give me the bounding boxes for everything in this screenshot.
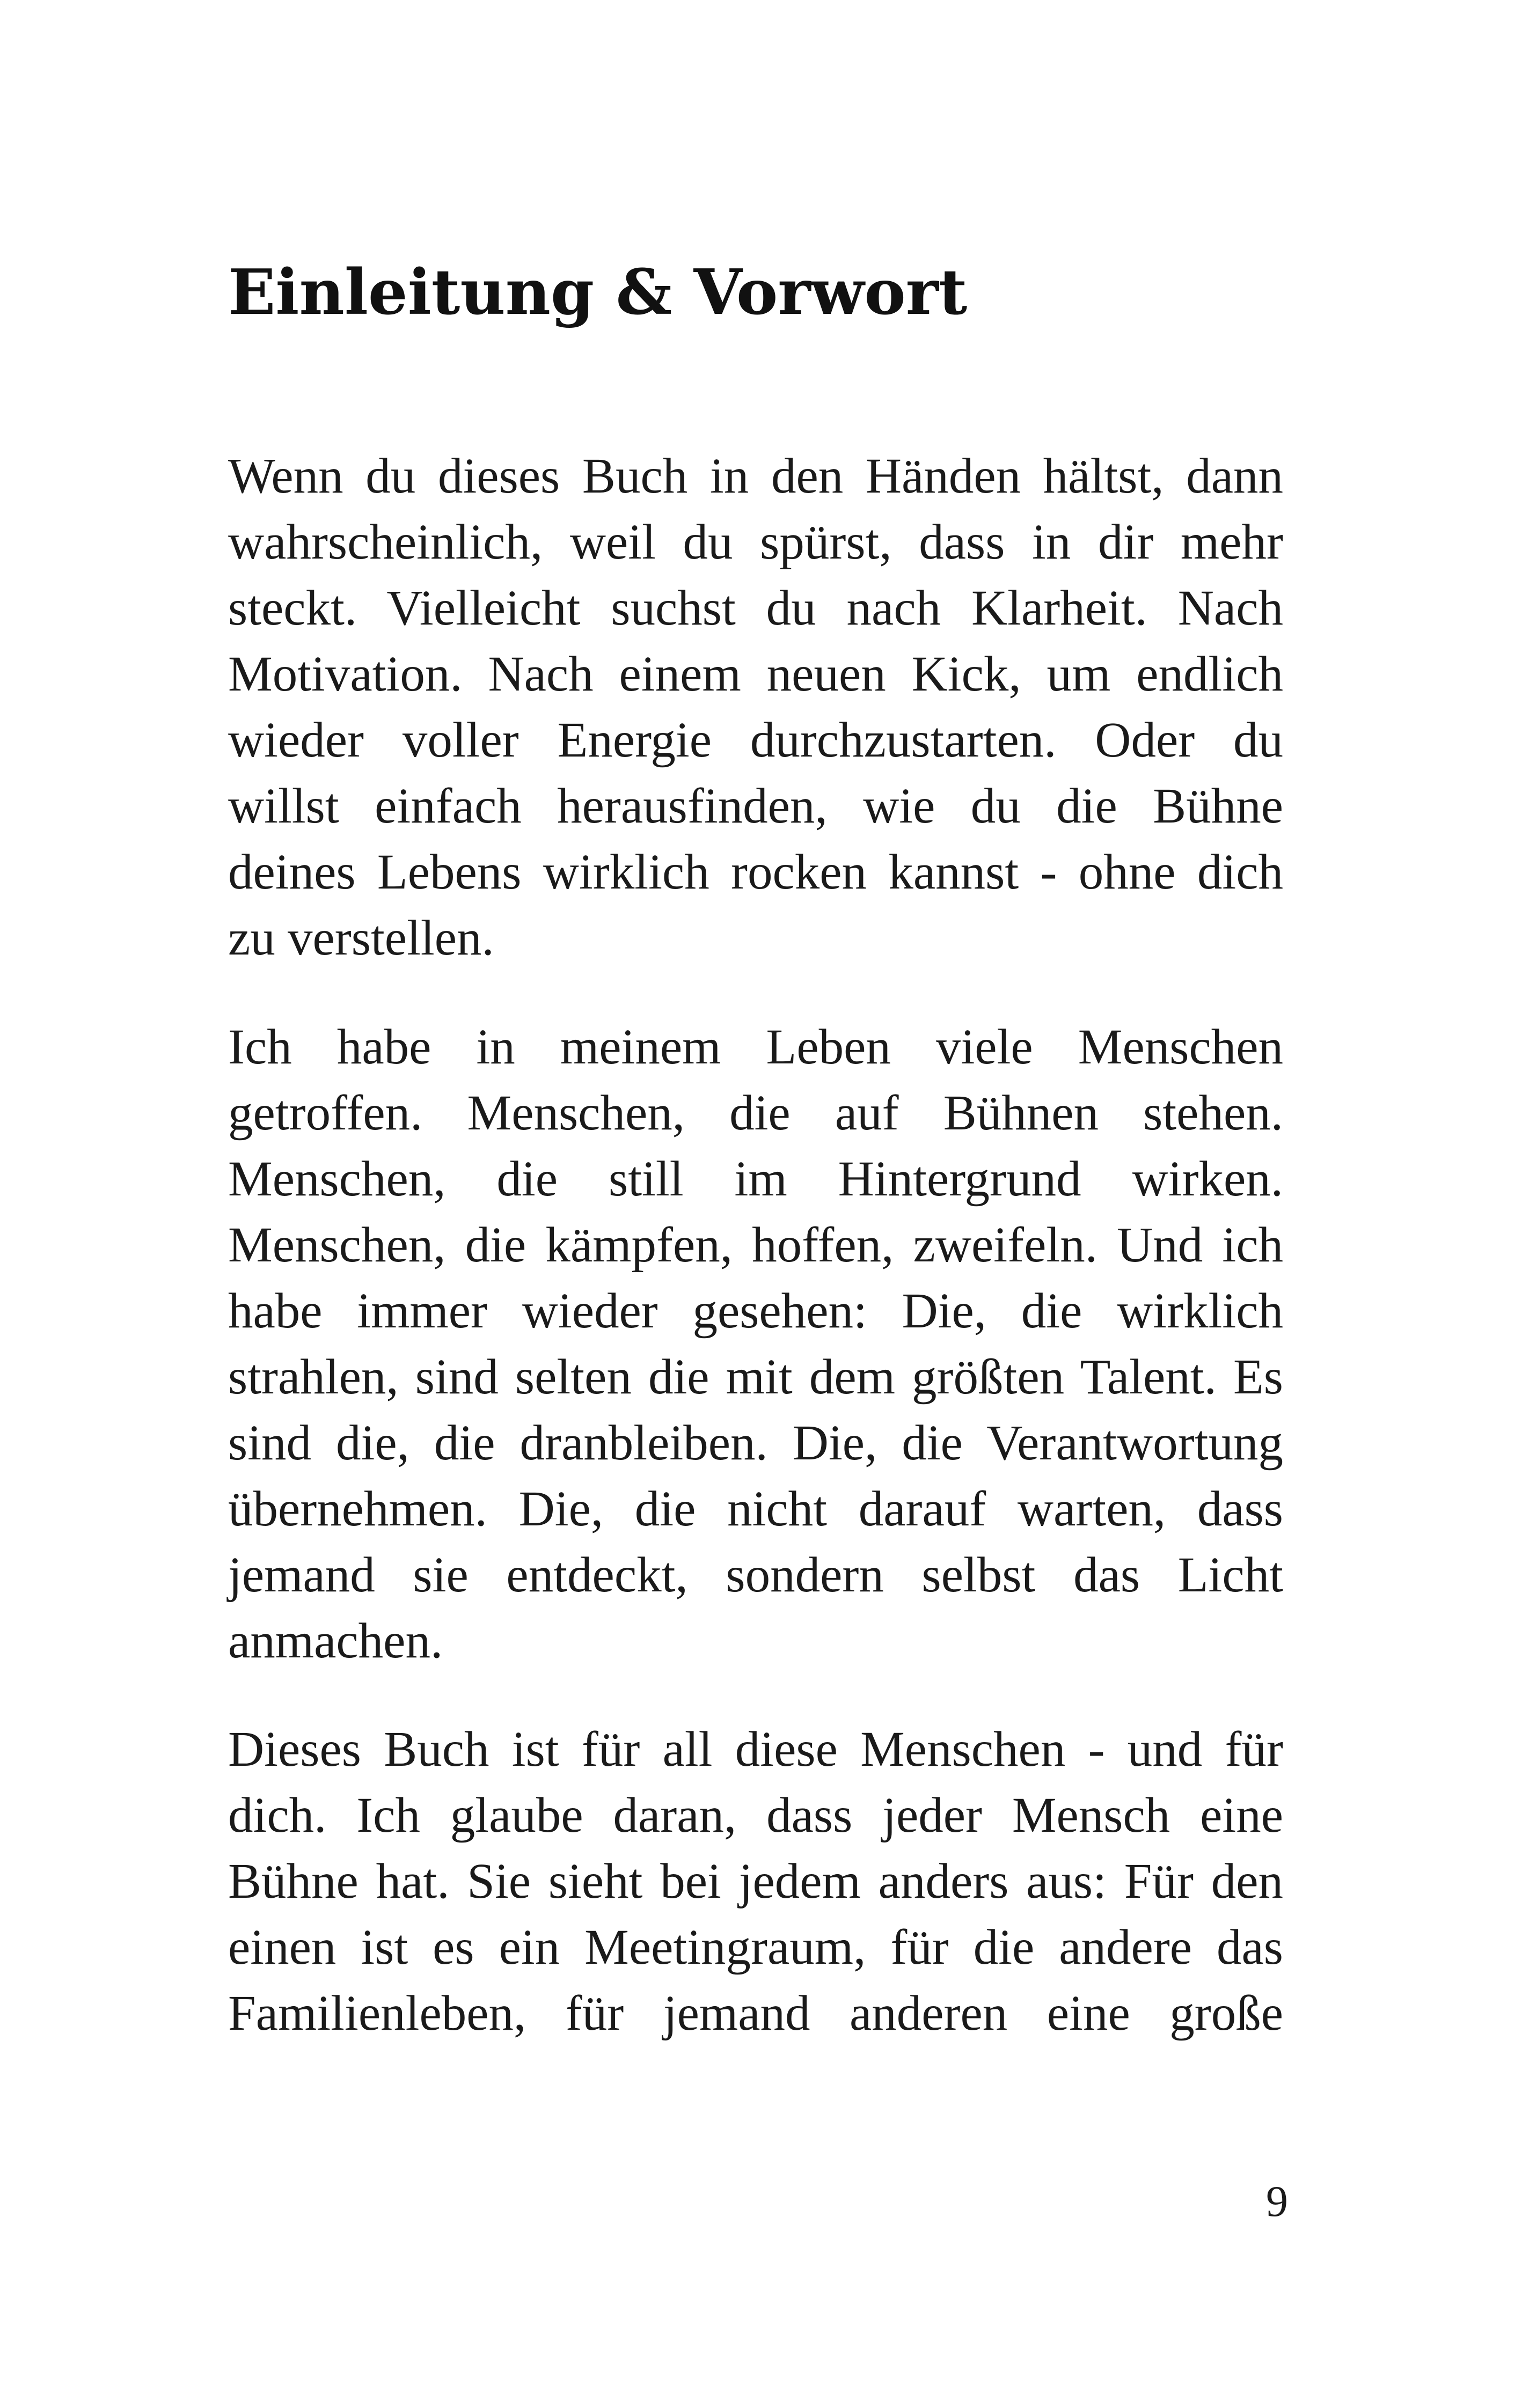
text-line: Motivation. Nach einem neuen Kick, um endlich [228,647,1283,702]
paragraph-3 [228,1716,1283,2046]
paragraph-2 [228,1014,1283,1674]
text-line: Wenn du dieses Buch in den Händen hältst, dann [228,449,1283,504]
text-line: getroffen. Menschen, die auf Bühnen stehen. [228,1085,1283,1141]
text-line: Menschen, die kämpfen, hoffen, zweifeln. Und ich [228,1217,1283,1273]
text-line: dich. Ich glaube daran, dass jeder Mensch eine [228,1788,1283,1843]
text-line: willst einfach herausfinden, wie du die Bühne [228,779,1283,834]
text-line: steckt. Vielleicht suchst du nach Klarheit. Nach [228,581,1283,636]
text-line: habe immer wieder gesehen: Die, die wirklich [228,1283,1283,1339]
text-line: strahlen, sind selten die mit dem größten Talent. Es [228,1349,1283,1405]
page-number: 9 [1266,2177,1288,2226]
text-line: einen ist es ein Meetingraum, für die andere das [228,1920,1283,1975]
text-line: Dieses Buch ist für all diese Menschen - und für [228,1722,1283,1777]
text-line: wahrscheinlich, weil du spürst, dass in dir mehr [228,515,1283,570]
text-line: deines Lebens wirklich rocken kannst - ohne dich [228,845,1283,900]
text-line: sind die, die dranbleiben. Die, die Verantwortung [228,1415,1283,1471]
paragraph-1 [228,443,1283,971]
text-line: zu verstellen. [228,911,494,966]
text-line: Bühne hat. Sie sieht bei jedem anders aus: Für den [228,1854,1283,1909]
text-line: Menschen, die still im Hintergrund wirken. [228,1151,1283,1207]
chapter-heading: Einleitung & Vorwort [228,256,968,329]
text-line: übernehmen. Die, die nicht darauf warten, dass [228,1481,1283,1537]
text-line: Ich habe in meinem Leben viele Menschen [228,1019,1283,1075]
text-line: anmachen. [228,1613,443,1669]
text-line: wieder voller Energie durchzustarten. Oder du [228,713,1283,768]
text-line: Familienleben, für jemand anderen eine große [228,1986,1283,2041]
text-line: jemand sie entdeckt, sondern selbst das Licht [228,1547,1283,1603]
